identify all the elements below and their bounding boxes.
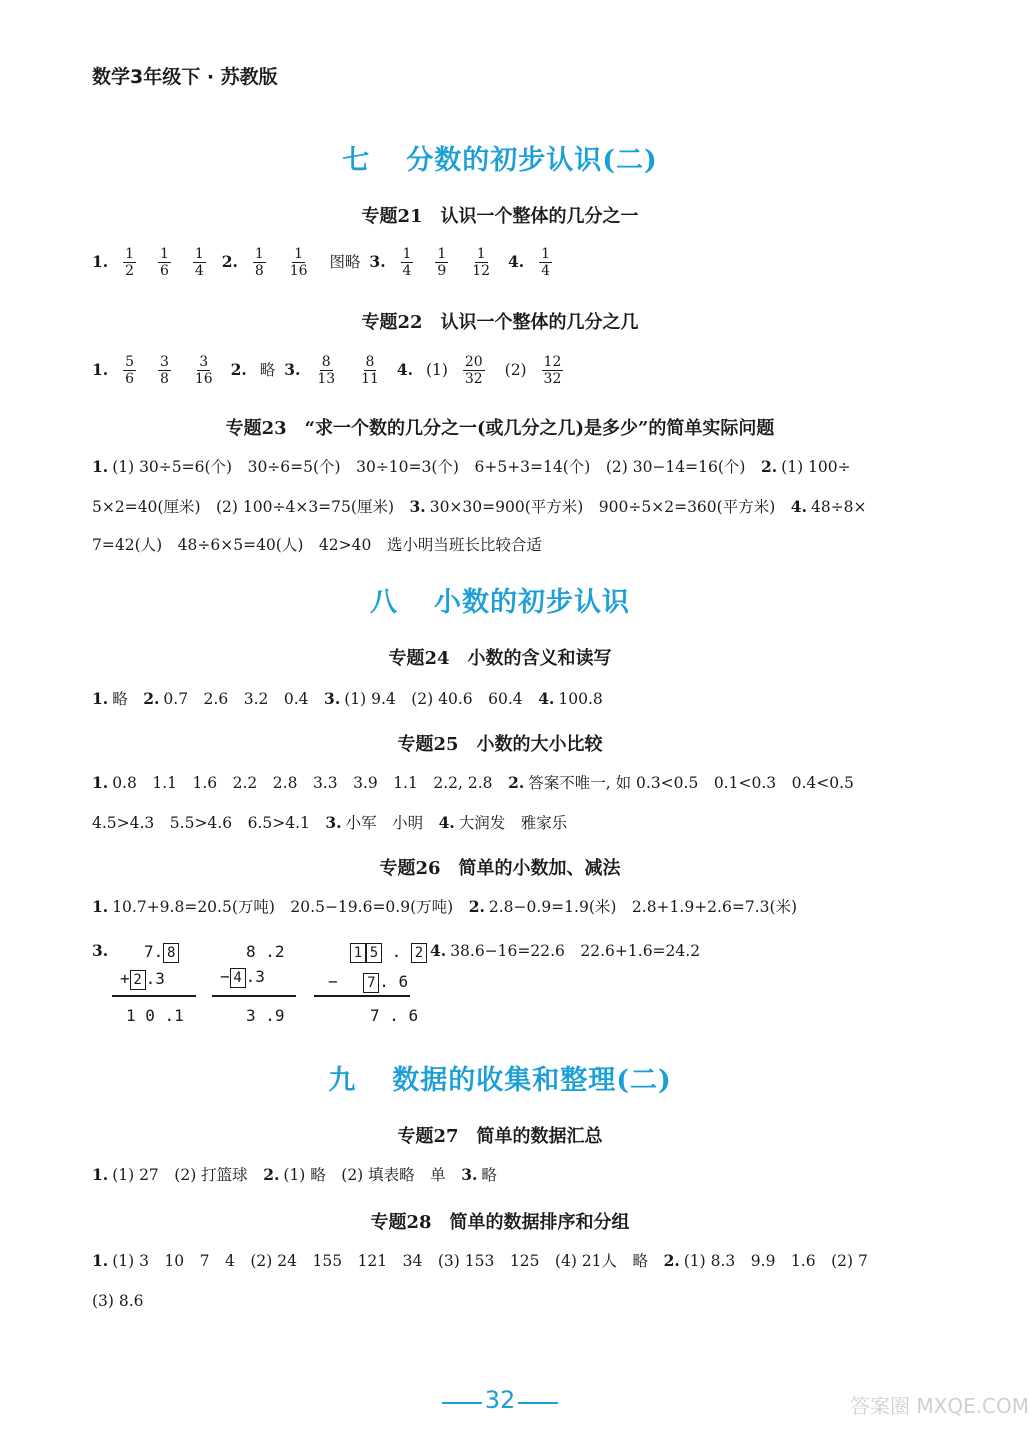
topic-number: 专题21 — [361, 206, 423, 227]
chapter-number: 九 — [328, 1065, 357, 1096]
topic-name: 简单的小数加、减法 — [458, 858, 621, 879]
topic-number: 专题23 — [225, 418, 287, 439]
answer-box: 7 — [363, 973, 379, 993]
question-number: 4. — [538, 689, 555, 708]
fraction: $\frac{3}{16}$ — [194, 354, 213, 387]
fraction: $\frac{1}{2}$ — [125, 246, 135, 279]
topic-23-line-2 — [92, 496, 867, 518]
question-number: 3. — [409, 497, 426, 516]
question-number: 4. — [396, 359, 414, 379]
topic-24-answers — [92, 688, 603, 710]
topic-25-line-2 — [92, 812, 567, 834]
question-number: 1. — [92, 359, 109, 379]
answer-text: (1) 30÷5=6(个) 30÷6=5(个) 30÷10=3(个) 6+5+3=14(个) (2) 30−14=16(个) — [112, 458, 746, 476]
topic-22-answers — [92, 354, 574, 387]
sub-question-label: (1) — [425, 360, 448, 379]
topic-26-q4 — [430, 940, 700, 962]
answer-text: (1) 27 (2) 打篮球 — [112, 1166, 248, 1184]
chapter-name: 分数的初步认识(二) — [406, 145, 658, 176]
topic-23-heading — [0, 414, 1000, 440]
answer-text: 7=42(人) 48÷6×5=40(人) 42>40 选小明当班长比较合适 — [92, 536, 542, 554]
fraction: $\frac{8}{11}$ — [361, 354, 379, 387]
calc-divider — [314, 995, 410, 997]
answer-text: 答案不唯一, 如 0.3<0.5 0.1<0.3 0.4<0.5 — [528, 774, 854, 792]
question-number: 3. — [284, 359, 301, 379]
fraction: $\frac{1}{8}$ — [254, 246, 264, 279]
fraction: $\frac{1}{9}$ — [437, 246, 447, 279]
question-number: 4. — [508, 251, 525, 271]
fraction: $\frac{12}{32}$ — [543, 354, 562, 387]
topic-23-line-1 — [92, 456, 851, 478]
topic-26-heading — [0, 854, 1000, 880]
topic-number: 专题25 — [397, 734, 459, 755]
calc-divider — [112, 995, 196, 997]
watermark-logo: 答案圈 MXQE.COM — [850, 1394, 1029, 1418]
question-number: 4. — [790, 497, 807, 516]
topic-number: 专题26 — [379, 858, 441, 879]
answer-text: (1) 9.4 (2) 40.6 60.4 — [344, 690, 523, 708]
chapter-title-9 — [0, 1058, 1000, 1097]
calc-row-1: 8 .2 — [246, 942, 285, 961]
answer-box: 8 — [163, 943, 179, 963]
question-number: 1. — [92, 689, 109, 708]
topic-22-heading — [0, 308, 1000, 334]
question-number: 1. — [92, 457, 109, 476]
answer-text: (1) 100÷ — [781, 458, 851, 476]
question-number: 1. — [92, 1165, 109, 1184]
topic-name: “求一个数的几分之一(或几分之几)是多少”的简单实际问题 — [304, 418, 775, 439]
calc-row-2: − 4 .3 — [220, 967, 265, 986]
topic-name: 简单的数据汇总 — [476, 1126, 603, 1147]
question-number: 3. — [324, 689, 341, 708]
question-number: 3. — [461, 1165, 478, 1184]
answer-box: 2 — [411, 943, 427, 963]
answer-text: (3) 8.6 — [92, 1292, 144, 1310]
answer-text: 略 — [259, 360, 276, 379]
topic-number: 专题27 — [397, 1126, 459, 1147]
answer-box: 4 — [230, 968, 246, 988]
calc-row-2: − 7 . 6 — [328, 972, 409, 991]
chapter-number: 七 — [342, 145, 371, 176]
topic-21-answers — [92, 246, 563, 279]
answer-text: 略 — [112, 690, 128, 708]
question-number: 1. — [92, 1251, 109, 1270]
vertical-subtraction-2 — [220, 942, 285, 988]
answer-text: (1) 略 (2) 填表略 单 — [283, 1166, 446, 1184]
topic-25-heading — [0, 730, 1000, 756]
vertical-subtraction-3 — [328, 942, 427, 993]
topic-24-heading — [0, 644, 1000, 670]
calc-row-2: + 2 .3 — [120, 969, 165, 988]
topic-name: 小数的含义和读写 — [467, 648, 612, 669]
topic-27-answers — [92, 1164, 497, 1186]
question-number: 2. — [508, 773, 525, 792]
answer-text: 5×2=40(厘米) (2) 100÷4×3=75(厘米) — [92, 498, 394, 516]
answer-box: 1 — [350, 943, 366, 963]
chapter-name: 数据的收集和整理(二) — [392, 1065, 672, 1096]
topic-25-line-1 — [92, 772, 854, 794]
fraction: $\frac{1}{16}$ — [289, 246, 308, 279]
answer-text: 30×30=900(平方米) 900÷5×2=360(平方米) — [429, 498, 776, 516]
topic-27-heading — [0, 1122, 1000, 1148]
answer-text: 略 — [481, 1166, 497, 1184]
topic-21-heading — [0, 202, 1000, 228]
question-number: 1. — [92, 773, 109, 792]
calc-result: 7 . 6 — [370, 1006, 419, 1025]
page-header: 数学3年级下 · 苏教版 — [92, 66, 278, 88]
answer-text: 38.6−16=22.6 22.6+1.6=24.2 — [450, 942, 701, 960]
answer-text: 2.8−0.9=1.9(米) 2.8+1.9+2.6=7.3(米) — [488, 898, 798, 916]
fraction: $\frac{1}{4}$ — [541, 246, 551, 279]
question-number: 4. — [438, 813, 455, 832]
topic-28-line-2 — [92, 1290, 144, 1312]
answer-text: 大润发 雅家乐 — [458, 814, 568, 832]
answer-text: 100.8 — [558, 690, 603, 708]
fraction: $\frac{1}{12}$ — [472, 246, 491, 279]
fraction: $\frac{8}{13}$ — [317, 354, 336, 387]
fraction: $\frac{5}{6}$ — [125, 354, 135, 387]
chapter-title-8 — [0, 580, 1000, 619]
answer-text: 48÷8× — [810, 498, 867, 516]
question-number: 3. — [369, 251, 386, 271]
answer-box: 2 — [130, 970, 146, 990]
topic-number: 专题28 — [370, 1212, 432, 1233]
question-number: 2. — [143, 689, 160, 708]
topic-number: 专题22 — [361, 312, 423, 333]
topic-name: 简单的数据排序和分组 — [449, 1212, 630, 1233]
answer-text: 图略 — [329, 252, 361, 271]
answer-text: (1) 8.3 9.9 1.6 (2) 7 — [683, 1252, 868, 1270]
question-number: 2. — [663, 1251, 680, 1270]
fraction: $\frac{1}{4}$ — [194, 246, 204, 279]
topic-28-line-1 — [92, 1250, 868, 1272]
topic-number: 专题24 — [388, 648, 450, 669]
chapter-number: 八 — [370, 587, 398, 618]
answer-text: 0.7 2.6 3.2 0.4 — [163, 690, 309, 708]
answer-text: 4.5>4.3 5.5>4.6 6.5>4.1 — [92, 814, 310, 832]
answer-text: (1) 3 10 7 4 (2) 24 155 121 34 (3) 153 125 (4) 21人 略 — [112, 1252, 649, 1270]
answer-text: 10.7+9.8=20.5(万吨) 20.5−19.6=0.9(万吨) — [112, 898, 454, 916]
calc-result: 1 0 .1 — [126, 1006, 184, 1025]
question-number: 2. — [221, 251, 238, 271]
question-number: 2. — [263, 1165, 280, 1184]
answer-text: 0.8 1.1 1.6 2.2 2.8 3.3 3.9 1.1 2.2, 2.8 — [112, 774, 493, 792]
answer-box: 5 — [366, 943, 382, 963]
fraction: $\frac{1}{6}$ — [159, 246, 169, 279]
topic-name: 小数的大小比较 — [476, 734, 603, 755]
question-number: 3. — [325, 813, 342, 832]
vertical-addition-1 — [120, 942, 179, 990]
calc-row-1: 1 5 . 2 — [350, 942, 427, 963]
question-number: 2. — [468, 897, 485, 916]
topic-26-line-1 — [92, 896, 797, 918]
fraction: $\frac{3}{8}$ — [159, 354, 169, 387]
calc-row-1: 7. 8 — [144, 942, 179, 963]
calc-result: 3 .9 — [246, 1006, 285, 1025]
topic-name: 认识一个整体的几分之几 — [440, 312, 639, 333]
fraction: $\frac{20}{32}$ — [464, 354, 483, 387]
question-number: 1. — [92, 897, 109, 916]
calc-divider — [212, 995, 296, 997]
fraction: $\frac{1}{4}$ — [402, 246, 412, 279]
question-number: 1. — [92, 251, 109, 271]
question-number: 2. — [760, 457, 778, 476]
question-number: 2. — [230, 359, 247, 379]
page-number: 32 — [484, 1386, 516, 1414]
topic-23-line-3 — [92, 534, 542, 556]
question-number: 4. — [430, 941, 447, 960]
answer-text: 小军 小明 — [345, 814, 424, 832]
chapter-name: 小数的初步认识 — [434, 587, 630, 618]
sub-question-label: (2) — [504, 360, 527, 379]
chapter-title-7 — [0, 138, 1000, 177]
question-number: 3. — [92, 941, 109, 960]
topic-26-q3-label — [92, 940, 112, 962]
topic-28-heading — [0, 1208, 1000, 1234]
page-number-dash-right — [518, 1402, 558, 1404]
topic-name: 认识一个整体的几分之一 — [440, 206, 639, 227]
